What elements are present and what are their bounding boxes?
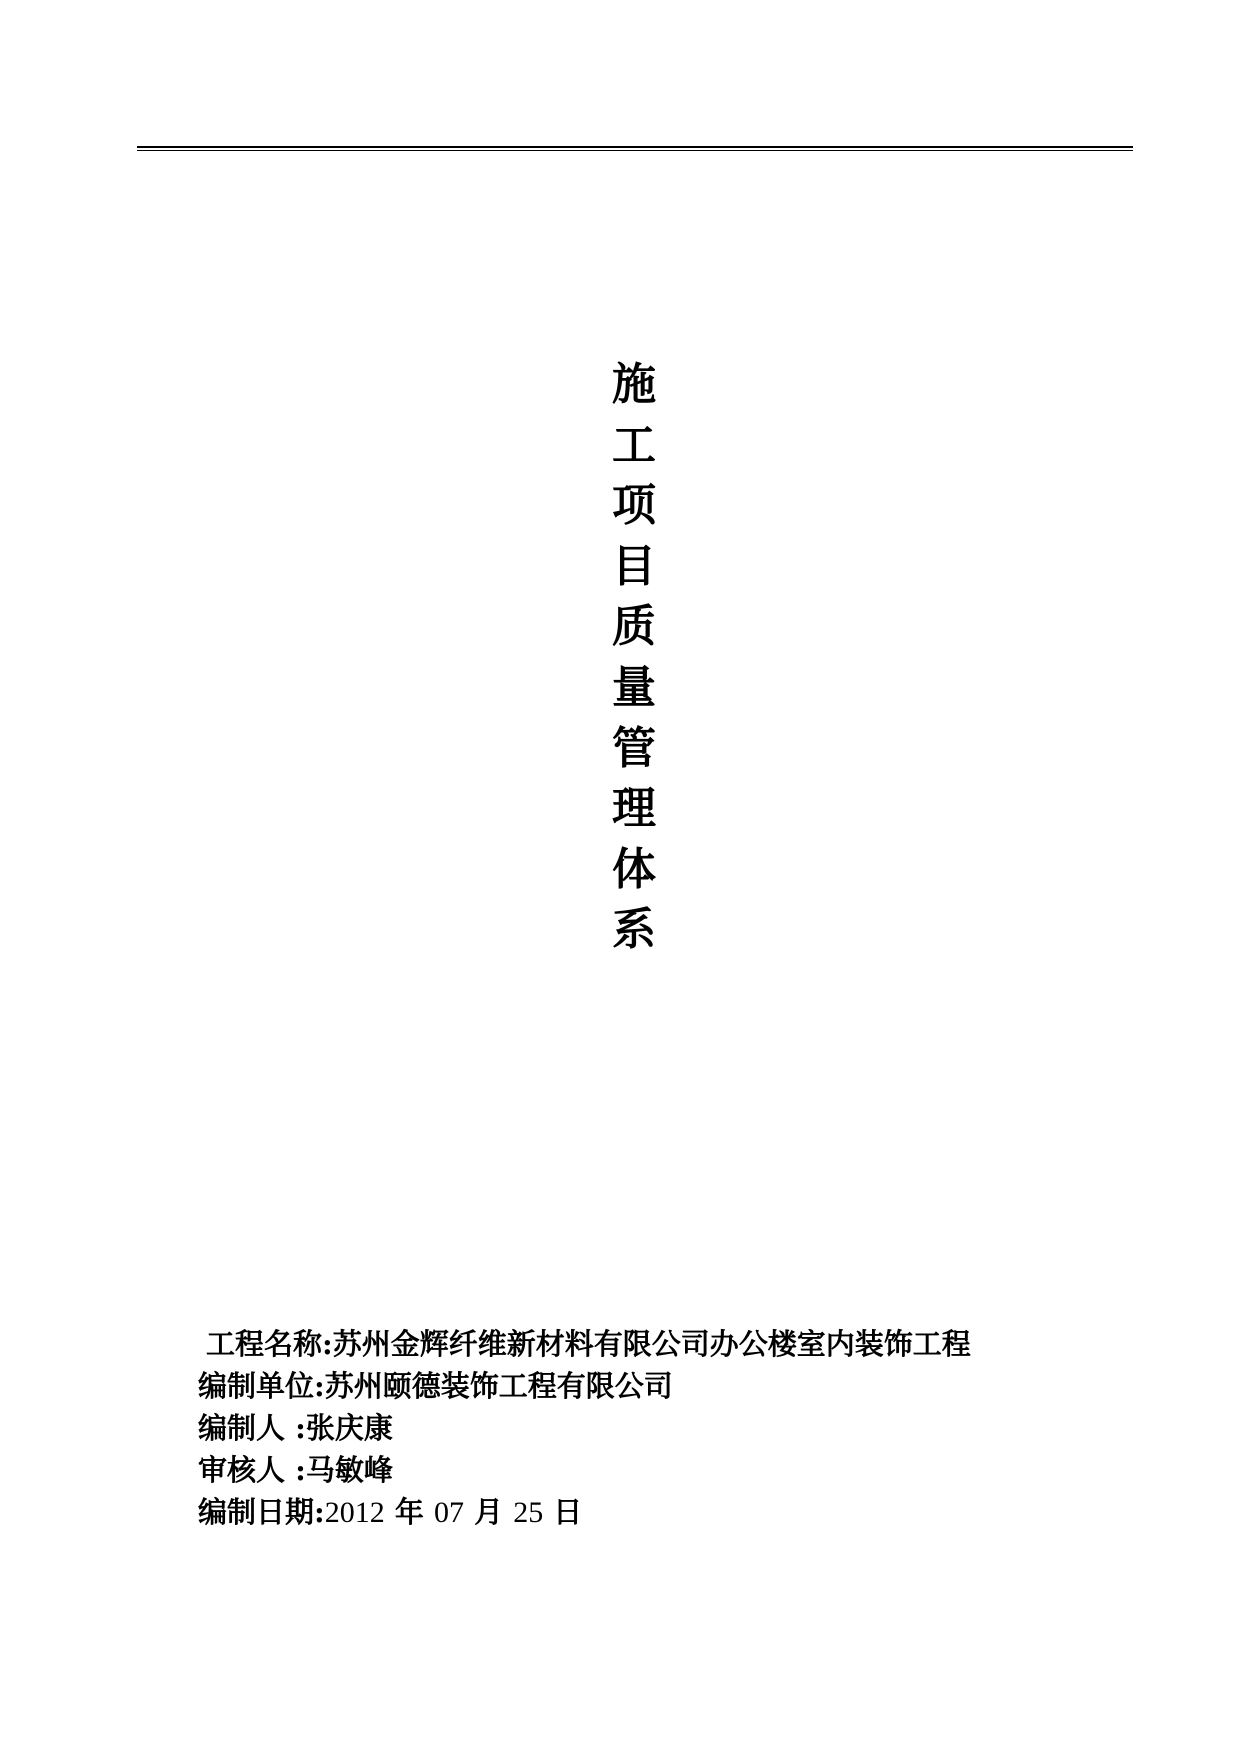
title-char: 系	[612, 904, 656, 956]
info-block	[198, 1322, 1198, 1532]
title-char: 施	[612, 359, 656, 410]
title-char: 体	[612, 843, 656, 895]
compiling-unit-value: 苏州颐德装饰工程有限公司	[324, 1369, 673, 1403]
project-name-row	[198, 1322, 1198, 1364]
title-char: 工	[612, 419, 656, 471]
date-label: 编制日期:	[198, 1495, 325, 1529]
project-name-label: 工程名称:	[206, 1327, 333, 1361]
compiling-unit-label: 编制单位:	[198, 1369, 325, 1403]
title-char: 量	[612, 661, 656, 713]
title-char: 理	[612, 783, 656, 835]
title-char: 项	[612, 480, 656, 532]
date-month: 07	[433, 1496, 464, 1529]
date-day-unit: 日	[553, 1495, 583, 1529]
author-label: 编制人 :	[198, 1411, 306, 1445]
reviewer-row	[198, 1448, 1198, 1490]
document-title	[604, 355, 664, 961]
title-char: 目	[612, 540, 656, 592]
date-year: 2012	[324, 1496, 385, 1529]
header-rule	[137, 146, 1133, 151]
author-value: 张庆康	[305, 1411, 393, 1445]
date-row	[198, 1490, 1198, 1532]
project-name-value: 苏州金辉纤维新材料有限公司办公楼室内装饰工程	[332, 1327, 971, 1361]
date-year-unit: 年	[394, 1495, 424, 1529]
reviewer-value: 马敏峰	[305, 1453, 393, 1487]
reviewer-label: 审核人 :	[198, 1453, 306, 1487]
title-char: 质	[612, 601, 656, 653]
date-value	[325, 1490, 583, 1531]
title-char: 管	[612, 722, 656, 774]
author-row	[198, 1406, 1198, 1448]
date-month-unit: 月	[474, 1495, 504, 1529]
date-day: 25	[513, 1496, 544, 1529]
compiling-unit-row	[198, 1364, 1198, 1406]
